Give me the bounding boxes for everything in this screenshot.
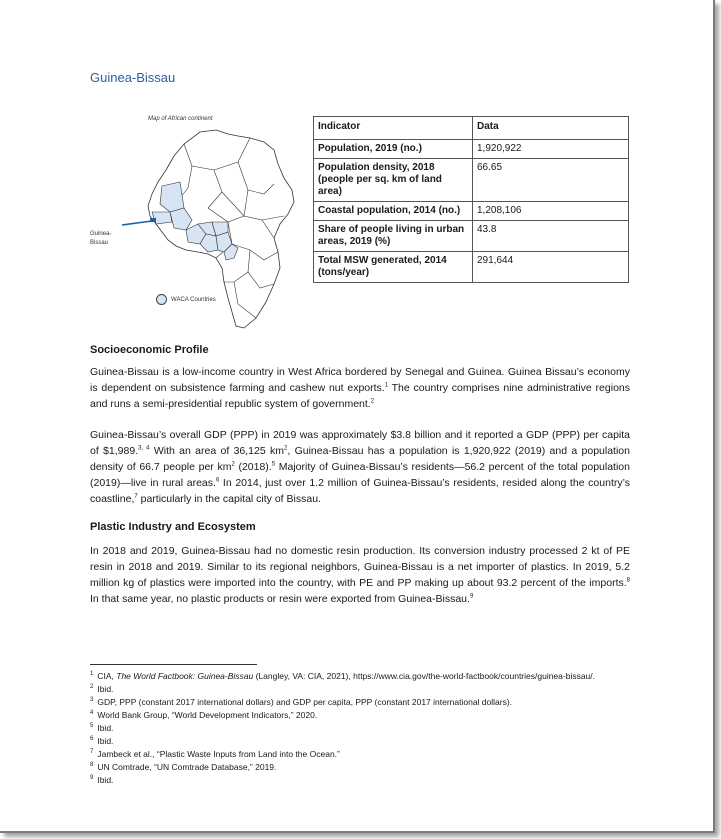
table-cell-data: 66.65 bbox=[473, 159, 629, 202]
table-row bbox=[314, 159, 629, 202]
map-country-label: Guinea- Bissau bbox=[90, 231, 112, 246]
footnote-3 bbox=[90, 696, 630, 709]
socioeconomic-paragraph-1 bbox=[90, 364, 630, 412]
footnote-ref[interactable]: 7 bbox=[134, 493, 138, 500]
footnote-8 bbox=[90, 761, 630, 774]
plastic-industry-heading: Plastic Industry and Ecosystem bbox=[90, 521, 256, 533]
table-header-row bbox=[314, 117, 629, 140]
text-run: Guinea-Bissau is a low-income country in West Africa bordered by Senegal and Guinea. Guinea Bissau’s economy is dependent on subsistence farming and cashew nut exports. bbox=[90, 366, 630, 394]
footnote-text: GDP, PPP (constant 2017 international dollars) and GDP per capita, PPP (constant 2017 international dollars). bbox=[97, 697, 513, 707]
africa-map bbox=[88, 112, 310, 337]
footnote-number: 4 bbox=[90, 710, 94, 717]
footnote-number: 9 bbox=[90, 775, 94, 782]
footnote-text: Jambeck et al., “Plastic Waste Inputs from Land into the Ocean.” bbox=[97, 749, 340, 759]
footnote-number: 3 bbox=[90, 697, 94, 704]
table-row bbox=[314, 140, 629, 159]
table-row bbox=[314, 252, 629, 283]
text-run: In that same year, no plastic products or resin were exported from Guinea-Bissau. bbox=[90, 593, 470, 605]
footnote-text: Ibid. bbox=[97, 684, 114, 694]
text-run: (2018). bbox=[234, 461, 272, 473]
superscript: 2 bbox=[231, 461, 235, 468]
footnote-6 bbox=[90, 735, 630, 748]
footnote-title: The World Factbook: Guinea-Bissau bbox=[116, 671, 254, 681]
table-cell-indicator: Population, 2019 (no.) bbox=[314, 140, 473, 159]
footnote-ref[interactable]: 5 bbox=[271, 461, 276, 468]
text-run: In 2014, just over 1.2 million of Guinea-Bissau’s residents, resided along the country’s coastline, bbox=[90, 477, 631, 505]
footnote-7 bbox=[90, 748, 630, 761]
map-legend bbox=[156, 294, 216, 305]
table-header-indicator: Indicator bbox=[314, 117, 473, 140]
footnote-number: 7 bbox=[90, 749, 94, 756]
table-row bbox=[314, 202, 629, 221]
text-run: Guinea-Bissau’s overall GDP (PPP) in 2019 was approximately $3.8 billion and it reported a GDP (PPP) per capita of $1,989. bbox=[90, 429, 630, 457]
table-cell-indicator: Total MSW generated, 2014 (tons/year) bbox=[314, 252, 473, 283]
plastic-paragraph-1 bbox=[90, 543, 630, 607]
socioeconomic-heading: Socioeconomic Profile bbox=[90, 344, 209, 356]
table-cell-data: 1,208,106 bbox=[473, 202, 629, 221]
socioeconomic-paragraph-2 bbox=[90, 427, 630, 507]
footnote-4 bbox=[90, 709, 630, 722]
legend-label: WACA Countries bbox=[171, 296, 216, 303]
footnote-number: 8 bbox=[90, 762, 94, 769]
superscript: 2 bbox=[284, 445, 288, 452]
footnote-text: CIA, bbox=[97, 671, 117, 681]
indicator-table bbox=[313, 116, 629, 283]
footnote-separator bbox=[90, 664, 257, 665]
footnote-1 bbox=[90, 670, 630, 683]
map-caption: Map of African continent bbox=[148, 116, 213, 122]
legend-swatch-icon bbox=[156, 294, 167, 305]
footnotes bbox=[90, 670, 630, 787]
text-run: particularly in the capital city of Bissau. bbox=[137, 493, 321, 505]
footnote-9 bbox=[90, 774, 630, 787]
footnote-text: Ibid. bbox=[97, 775, 114, 785]
footnote-text: Ibid. bbox=[97, 736, 114, 746]
text-run: The country comprises nine administrative regions and runs a semi-presidential republic system of government. bbox=[90, 382, 630, 410]
footnote-link[interactable]: (Langley, VA: CIA, 2021), https://www.cia.gov/the-world-factbook/countries/guinea-bissau/. bbox=[253, 671, 596, 681]
footnote-number: 1 bbox=[90, 671, 94, 678]
footnote-text: World Bank Group, “World Development Indicators,” 2020. bbox=[97, 710, 318, 720]
footnote-5 bbox=[90, 722, 630, 735]
guinea-bissau-marker bbox=[150, 218, 156, 222]
footnote-ref[interactable]: 6 bbox=[215, 477, 220, 484]
footnote-ref[interactable]: 3, 4 bbox=[138, 445, 150, 452]
footnote-number: 2 bbox=[90, 684, 94, 691]
footnote-ref[interactable]: 2 bbox=[370, 398, 375, 405]
text-run: With an area of 36,125 km bbox=[149, 445, 284, 457]
footnote-ref[interactable]: 1 bbox=[384, 382, 389, 389]
text-run: Majority of Guinea-Bissau’s residents—56.2 percent of the total population (2019)—live in rural areas. bbox=[90, 461, 630, 489]
table-cell-indicator: Share of people living in urban areas, 2019 (%) bbox=[314, 221, 473, 252]
footnote-number: 6 bbox=[90, 736, 94, 743]
table-header-data: Data bbox=[473, 117, 629, 140]
table-cell-indicator: Coastal population, 2014 (no.) bbox=[314, 202, 473, 221]
table-row bbox=[314, 221, 629, 252]
footnote-text: UN Comtrade, “UN Comtrade Database,” 2019. bbox=[97, 762, 277, 772]
footnote-2 bbox=[90, 683, 630, 696]
text-run: In 2018 and 2019, Guinea-Bissau had no domestic resin production. Its conversion industry processed 2 kt of PE resin in 2018 and 2019. Similar to its regional neighbors, Guinea-Bissau is a net importer of plastics. In 2019, 5.2 million kg of plastics were imported into the country, with PE and PP making up about 93.2 percent of the imports. bbox=[90, 545, 630, 589]
guinea-bissau-pointer bbox=[122, 221, 152, 225]
table-cell-data: 291,644 bbox=[473, 252, 629, 283]
footnote-text: Ibid. bbox=[97, 723, 114, 733]
table-cell-data: 1,920,922 bbox=[473, 140, 629, 159]
footnote-number: 5 bbox=[90, 723, 94, 730]
table-cell-indicator: Population density, 2018 (people per sq. km of land area) bbox=[314, 159, 473, 202]
country-heading: Guinea-Bissau bbox=[90, 70, 176, 85]
footnote-ref[interactable]: 9 bbox=[469, 593, 474, 600]
table-cell-data: 43.8 bbox=[473, 221, 629, 252]
footnote-ref[interactable]: 8 bbox=[626, 577, 630, 584]
text-run: , Guinea-Bissau has a population is 1,920,922 (2019) and a population density of 66.7 people per km bbox=[90, 445, 630, 473]
